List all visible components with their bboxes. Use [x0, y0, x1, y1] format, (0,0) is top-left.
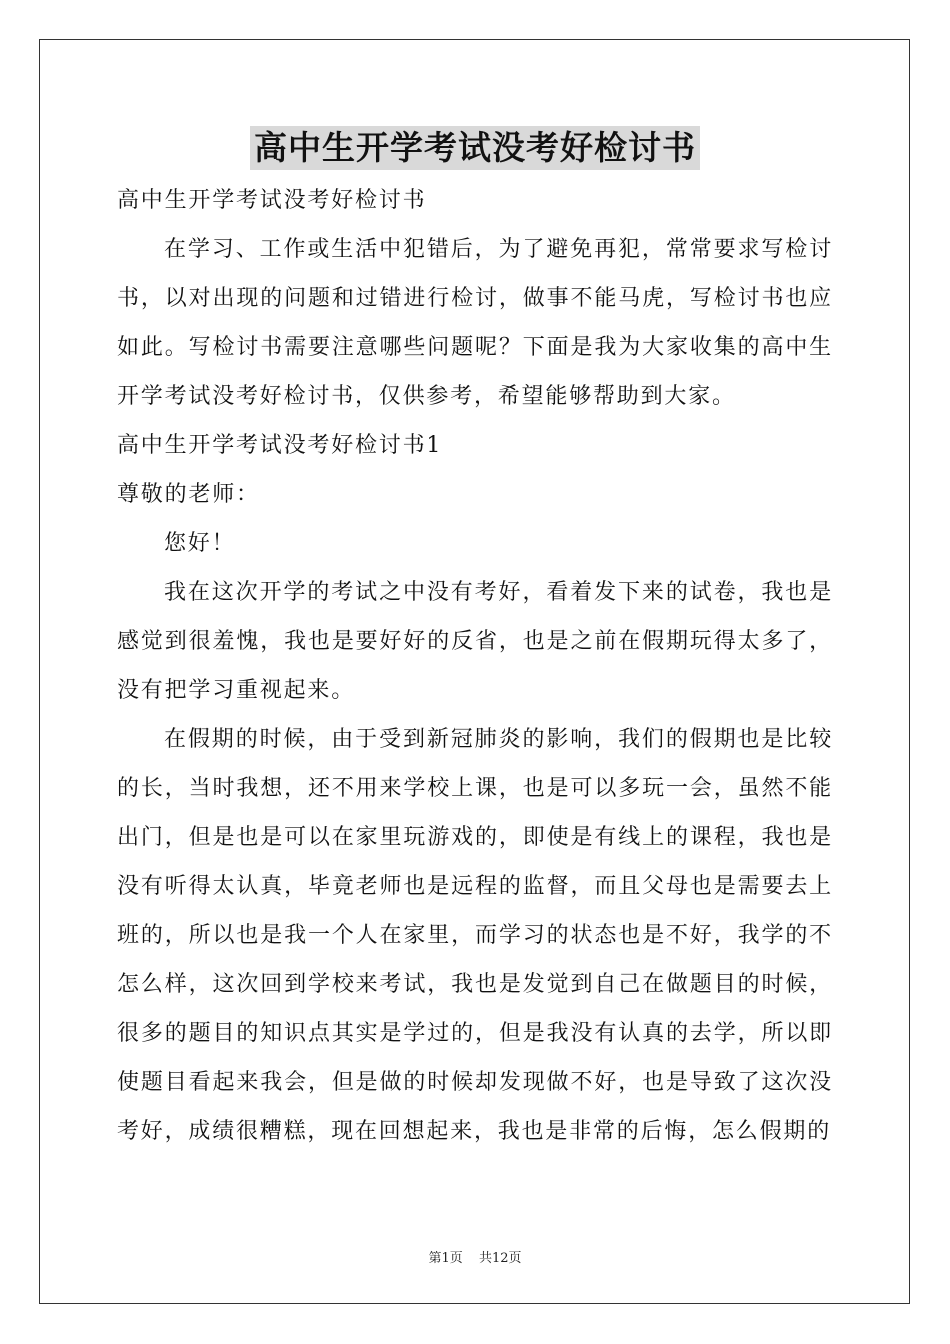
- paragraph: 我在这次开学的考试之中没有考好，看着发下来的试卷，我也是感觉到很羞愧，我也是要好好的反省，也是之前在假期玩得太多了，没有把学习重视起来。: [117, 580, 833, 703]
- paragraph: 高中生开学考试没考好检讨书1: [117, 433, 443, 458]
- paragraph: 高中生开学考试没考好检讨书: [117, 188, 427, 213]
- paragraph: 您好！: [164, 531, 236, 556]
- page-footer: [0, 1247, 950, 1266]
- paragraph: 尊敬的老师：: [117, 482, 260, 507]
- document-body: [117, 176, 833, 1156]
- page-total: 共12页: [478, 1251, 522, 1266]
- paragraph: 在假期的时候，由于受到新冠肺炎的影响，我们的假期也是比较的长，当时我想，还不用来学校上课，也是可以多玩一会，虽然不能出门，但是也是可以在家里玩游戏的，即使是有线上的课程，我也是没有听得太认真，毕竟老师也是远程的监督，而且父母也是需要去上班的，所以也是我一个人在家里，而学习的状态也是不好，我学的不怎么样，这次回到学校来考试，我也是发觉到自己在做题目的时候，很多的题目的知识点其实是学过的，但是我没有认真的去学，所以即使题目看起来我会，但是做的时候却发现做不好，也是导致了这次没考好，成绩很糟糕，现在回想起来，我也是非常的后悔，怎么假期的: [117, 727, 833, 1144]
- document-title: 高中生开学考试没考好检讨书: [250, 126, 700, 170]
- title-wrap: [0, 126, 950, 170]
- paragraph: 在学习、工作或生活中犯错后，为了避免再犯，常常要求写检讨书，以对出现的问题和过错进行检讨，做事不能马虎，写检讨书也应如此。写检讨书需要注意哪些问题呢？下面是我为大家收集的高中生开学考试没考好检讨书，仅供参考，希望能够帮助到大家。: [117, 237, 833, 409]
- page-number: 第1页: [428, 1251, 463, 1266]
